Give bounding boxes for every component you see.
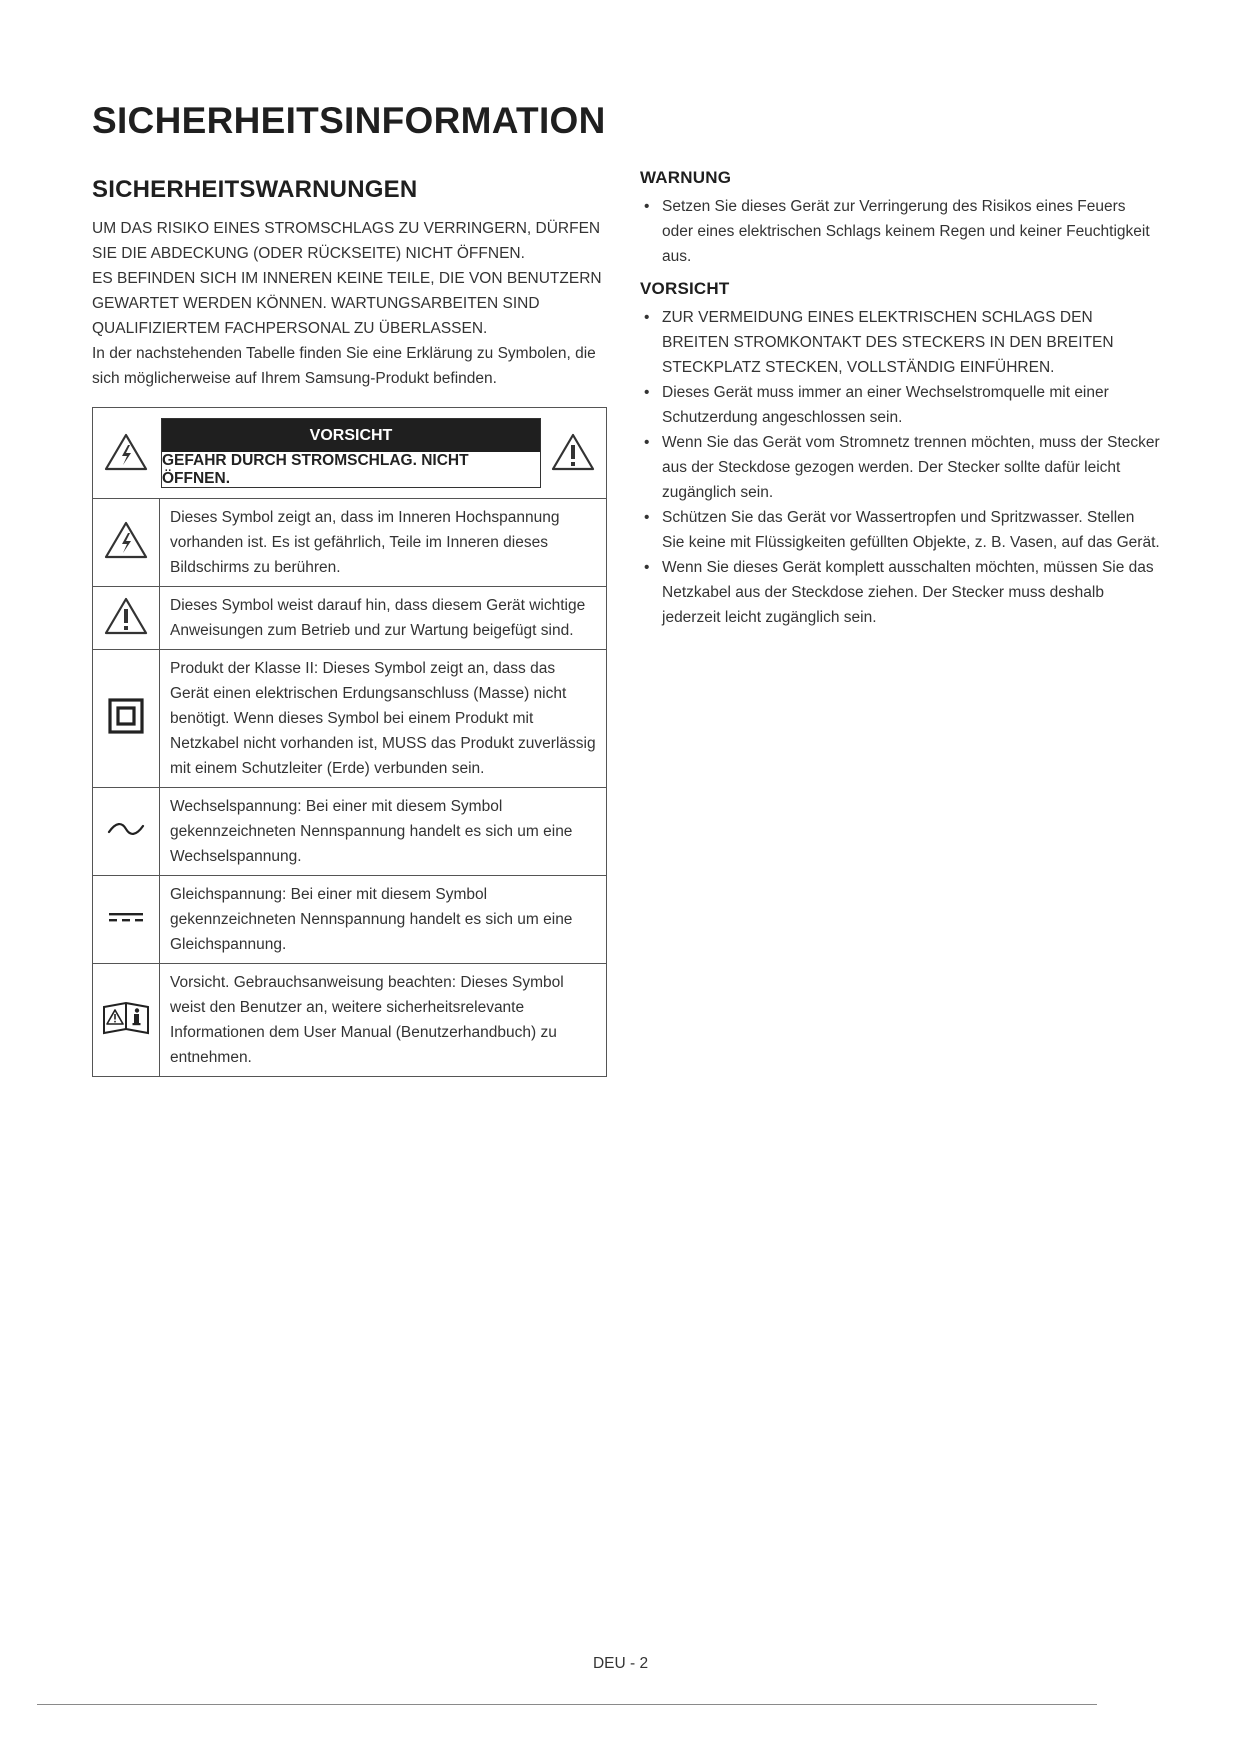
table-header-row — [93, 408, 607, 499]
list-item-text: • Wenn Sie das Gerät vom Stromnetz trennen möchten, muss der Stecker aus der Steckdose gezogen werden. Der Stecker sollte dafür leicht zugänglich sein. — [662, 434, 1160, 501]
caution-header-cell — [93, 408, 607, 499]
caution-list — [640, 305, 1160, 630]
icon-cell — [93, 964, 160, 1077]
high-voltage-icon — [103, 547, 149, 564]
right-column — [640, 168, 1160, 640]
page-number: DEU - 2 — [592, 1655, 649, 1672]
icon-cell — [93, 650, 160, 788]
high-voltage-icon — [103, 432, 149, 477]
caution-box-text: GEFAHR DURCH STROMSCHLAG. NICHT ÖFFNEN. — [162, 451, 469, 487]
icon-cell — [93, 876, 160, 964]
warning-heading: WARNUNG — [640, 168, 732, 187]
footer-divider — [37, 1704, 1097, 1705]
intro-paragraph: UM DAS RISIKO EINES STROMSCHLAGS ZU VERRINGERN, DÜRFEN SIE DIE ABDECKUNG (ODER RÜCKSEITE) NICHT ÖFFNEN. — [92, 220, 601, 262]
intro-paragraph: ES BEFINDEN SICH IM INNEREN KEINE TEILE, DIE VON BENUTZERN GEWARTET WERDEN KÖNNEN. WARTUNGSARBEITEN SIND QUALIFIZIERTEM FACHPERSONAL ZU ÜBERLASSEN. — [92, 270, 602, 337]
class-ii-icon — [107, 722, 145, 739]
table-row — [93, 650, 607, 788]
consult-manual-icon — [101, 1024, 151, 1041]
warning-icon — [550, 432, 596, 477]
caution-box — [161, 418, 541, 488]
table-row — [93, 587, 607, 650]
page-title: SICHERHEITSINFORMATION — [92, 100, 606, 141]
symbol-description: Dieses Symbol zeigt an, dass im Inneren Hochspannung vorhanden ist. Es ist gefährlich, Teile im Inneren dieses Bildschirms zu berühren. — [160, 499, 607, 587]
list-item — [640, 555, 1160, 630]
table-row — [93, 788, 607, 876]
section-title: SICHERHEITSWARNUNGEN — [92, 176, 418, 203]
list-item — [640, 380, 1160, 430]
table-row — [93, 499, 607, 587]
dc-voltage-icon — [106, 912, 146, 929]
symbol-description: Dieses Symbol weist darauf hin, dass diesem Gerät wichtige Anweisungen zum Betrieb und zur Wartung beigefügt sind. — [160, 587, 607, 650]
intro-text — [92, 216, 612, 391]
icon-cell — [93, 587, 160, 650]
list-item — [640, 430, 1160, 505]
list-item-text: • Schützen Sie das Gerät vor Wassertropfen und Spritzwasser. Stellen Sie keine mit Flüssigkeiten gefüllten Objekte, z. B. Vasen, auf das Gerät. — [662, 509, 1160, 551]
left-column — [92, 176, 612, 1077]
symbol-description: Gleichspannung: Bei einer mit diesem Symbol gekennzeichneten Nennspannung handelt es sich um eine Gleichspannung. — [160, 876, 607, 964]
list-item — [640, 305, 1160, 380]
caution-box-title: VORSICHT — [162, 419, 540, 452]
intro-paragraph: In der nachstehenden Tabelle finden Sie eine Erklärung zu Symbolen, die sich möglicherweise auf Ihrem Samsung-Produkt befinden. — [92, 345, 596, 387]
symbol-table — [92, 407, 607, 1077]
ac-voltage-icon — [106, 826, 146, 843]
symbol-description: Vorsicht. Gebrauchsanweisung beachten: Dieses Symbol weist den Benutzer an, weitere sicherheitsrelevante Informationen dem User Manual (Benutzerhandbuch) zu entnehmen. — [160, 964, 607, 1077]
list-item-text: • Wenn Sie dieses Gerät komplett ausschalten möchten, müssen Sie das Netzkabel aus der Steckdose ziehen. Der Stecker muss deshalb jederzeit leicht zugänglich sein. — [662, 559, 1154, 626]
warning-list — [640, 194, 1160, 269]
icon-cell — [93, 499, 160, 587]
list-item-text: • Setzen Sie dieses Gerät zur Verringerung des Risikos eines Feuers oder eines elektrischen Schlags keinem Regen und keiner Feuchtigkeit aus. — [662, 198, 1150, 265]
list-item — [640, 505, 1160, 555]
list-item-text: • Dieses Gerät muss immer an einer Wechselstromquelle mit einer Schutzerdung angeschlossen sein. — [662, 384, 1109, 426]
icon-cell — [93, 788, 160, 876]
warning-icon — [103, 623, 149, 640]
list-item-text: • ZUR VERMEIDUNG EINES ELEKTRISCHEN SCHLAGS DEN BREITEN STROMKONTAKT DES STECKERS IN DEN BREITEN STECKPLATZ STECKEN, VOLLSTÄNDIG EINFÜHREN. — [662, 309, 1114, 376]
list-item — [640, 194, 1160, 269]
table-row — [93, 964, 607, 1077]
table-row — [93, 876, 607, 964]
symbol-description: Wechselspannung: Bei einer mit diesem Symbol gekennzeichneten Nennspannung handelt es sich um eine Wechselspannung. — [160, 788, 607, 876]
caution-heading: VORSICHT — [640, 279, 730, 298]
symbol-description: Produkt der Klasse II: Dieses Symbol zeigt an, dass das Gerät einen elektrischen Erdungsanschluss (Masse) nicht benötigt. Wenn dieses Symbol bei einem Produkt mit Netzkabel nicht vorhanden ist, MUSS das Produkt zuverlässig mit einem Schutzleiter (Erde) verbunden sein. — [160, 650, 607, 788]
